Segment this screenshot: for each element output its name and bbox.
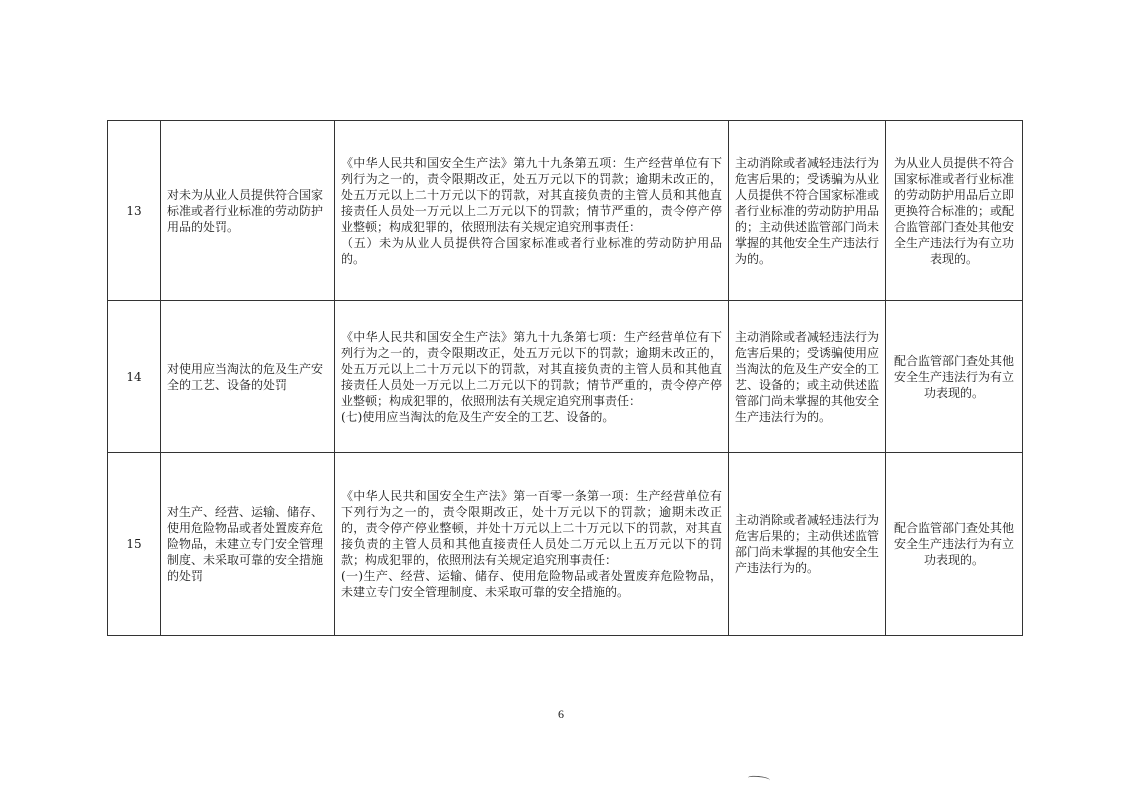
- lighter-penalty-conditions: 主动消除或者减轻违法行为危害后果的；受诱骗为从业人员提供不符合国家标准或者行业标准的劳动防护用品的；主动供述监管部门尚未掌握的其他安全生产违法行为的。: [729, 121, 886, 301]
- violation-item: 对使用应当淘汰的危及生产安全的工艺、设备的处罚: [161, 301, 335, 453]
- reduced-penalty-conditions: 为从业人员提供不符合国家标准或者行业标准的劳动防护用品后立即更换符合标准的；或配合监管部门查处其他安全生产违法行为有立功表现的。: [886, 121, 1023, 301]
- table-row: [108, 121, 1023, 301]
- row-number: 14: [108, 301, 161, 453]
- reduced-penalty-conditions: 配合监管部门查处其他安全生产违法行为有立功表现的。: [886, 453, 1023, 636]
- row-number: 13: [108, 121, 161, 301]
- reduced-penalty-conditions: 配合监管部门查处其他安全生产违法行为有立功表现的。: [886, 301, 1023, 453]
- table-row: [108, 301, 1023, 453]
- legal-basis-subitem: (七)使用应当淘汰的危及生产安全的工艺、设备的。: [341, 409, 615, 424]
- page-number: 6: [558, 707, 564, 721]
- scan-artifact: [748, 775, 770, 783]
- legal-basis: [335, 301, 729, 453]
- penalty-table: [107, 120, 1023, 636]
- legal-basis-clause: 《中华人民共和国安全生产法》第九十九条第七项：生产经营单位有下列行为之一的，责令限期改正，处五万元以下的罚款；逾期未改正的，处五万元以上二十万元以下的罚款，对其直接负责的主管人员和其他直接责任人员处一万元以上二万元以下的罚款；情节严重的，责令停产停业整顿；构成犯罪的，依照刑法有关规定追究刑事责任：: [341, 329, 722, 408]
- lighter-penalty-conditions: 主动消除或者减轻违法行为危害后果的；主动供述监管部门尚未掌握的其他安全生产违法行为的。: [729, 453, 886, 636]
- legal-basis-subitem: （五）未为从业人员提供符合国家标准或者行业标准的劳动防护用品的。: [341, 235, 722, 266]
- legal-basis: [335, 121, 729, 301]
- legal-basis-clause: 《中华人民共和国安全生产法》第一百零一条第一项：生产经营单位有下列行为之一的，责令限期改正，处十万元以下的罚款；逾期未改正的，责令停产停业整顿，并处十万元以上二十万元以下的罚款，对其直接负责的主管人员和其他直接责任人员处二万元以上五万元以下的罚款；构成犯罪的，依照刑法有关规定追究刑事责任：: [341, 489, 722, 567]
- row-number: 15: [108, 453, 161, 636]
- lighter-penalty-conditions: 主动消除或者减轻违法行为危害后果的；受诱骗使用应当淘汰的危及生产安全的工艺、设备的；或主动供述监管部门尚未掌握的其他安全生产违法行为的。: [729, 301, 886, 453]
- table-row: [108, 453, 1023, 636]
- violation-item: 对未为从业人员提供符合国家标准或者行业标准的劳动防护用品的处罚。: [161, 121, 335, 301]
- legal-basis-subitem: (一)生产、经营、运输、储存、使用危险物品或者处置废弃危险物品，未建立专门安全管理制度、未采取可靠的安全措施的。: [341, 569, 722, 599]
- legal-basis: [335, 453, 729, 636]
- legal-basis-clause: 《中华人民共和国安全生产法》第九十九条第五项：生产经营单位有下列行为之一的，责令限期改正，处五万元以下的罚款；逾期未改正的，处五万元以上二十万元以下的罚款，对其直接负责的主管人员和其他直接责任人员处一万元以上二万元以下的罚款；情节严重的，责令停产停业整顿；构成犯罪的，依照刑法有关规定追究刑事责任：: [341, 155, 722, 234]
- violation-item: 对生产、经营、运输、储存、使用危险物品或者处置废弃危险物品，未建立专门安全管理制度、未采取可靠的安全措施的处罚: [161, 453, 335, 636]
